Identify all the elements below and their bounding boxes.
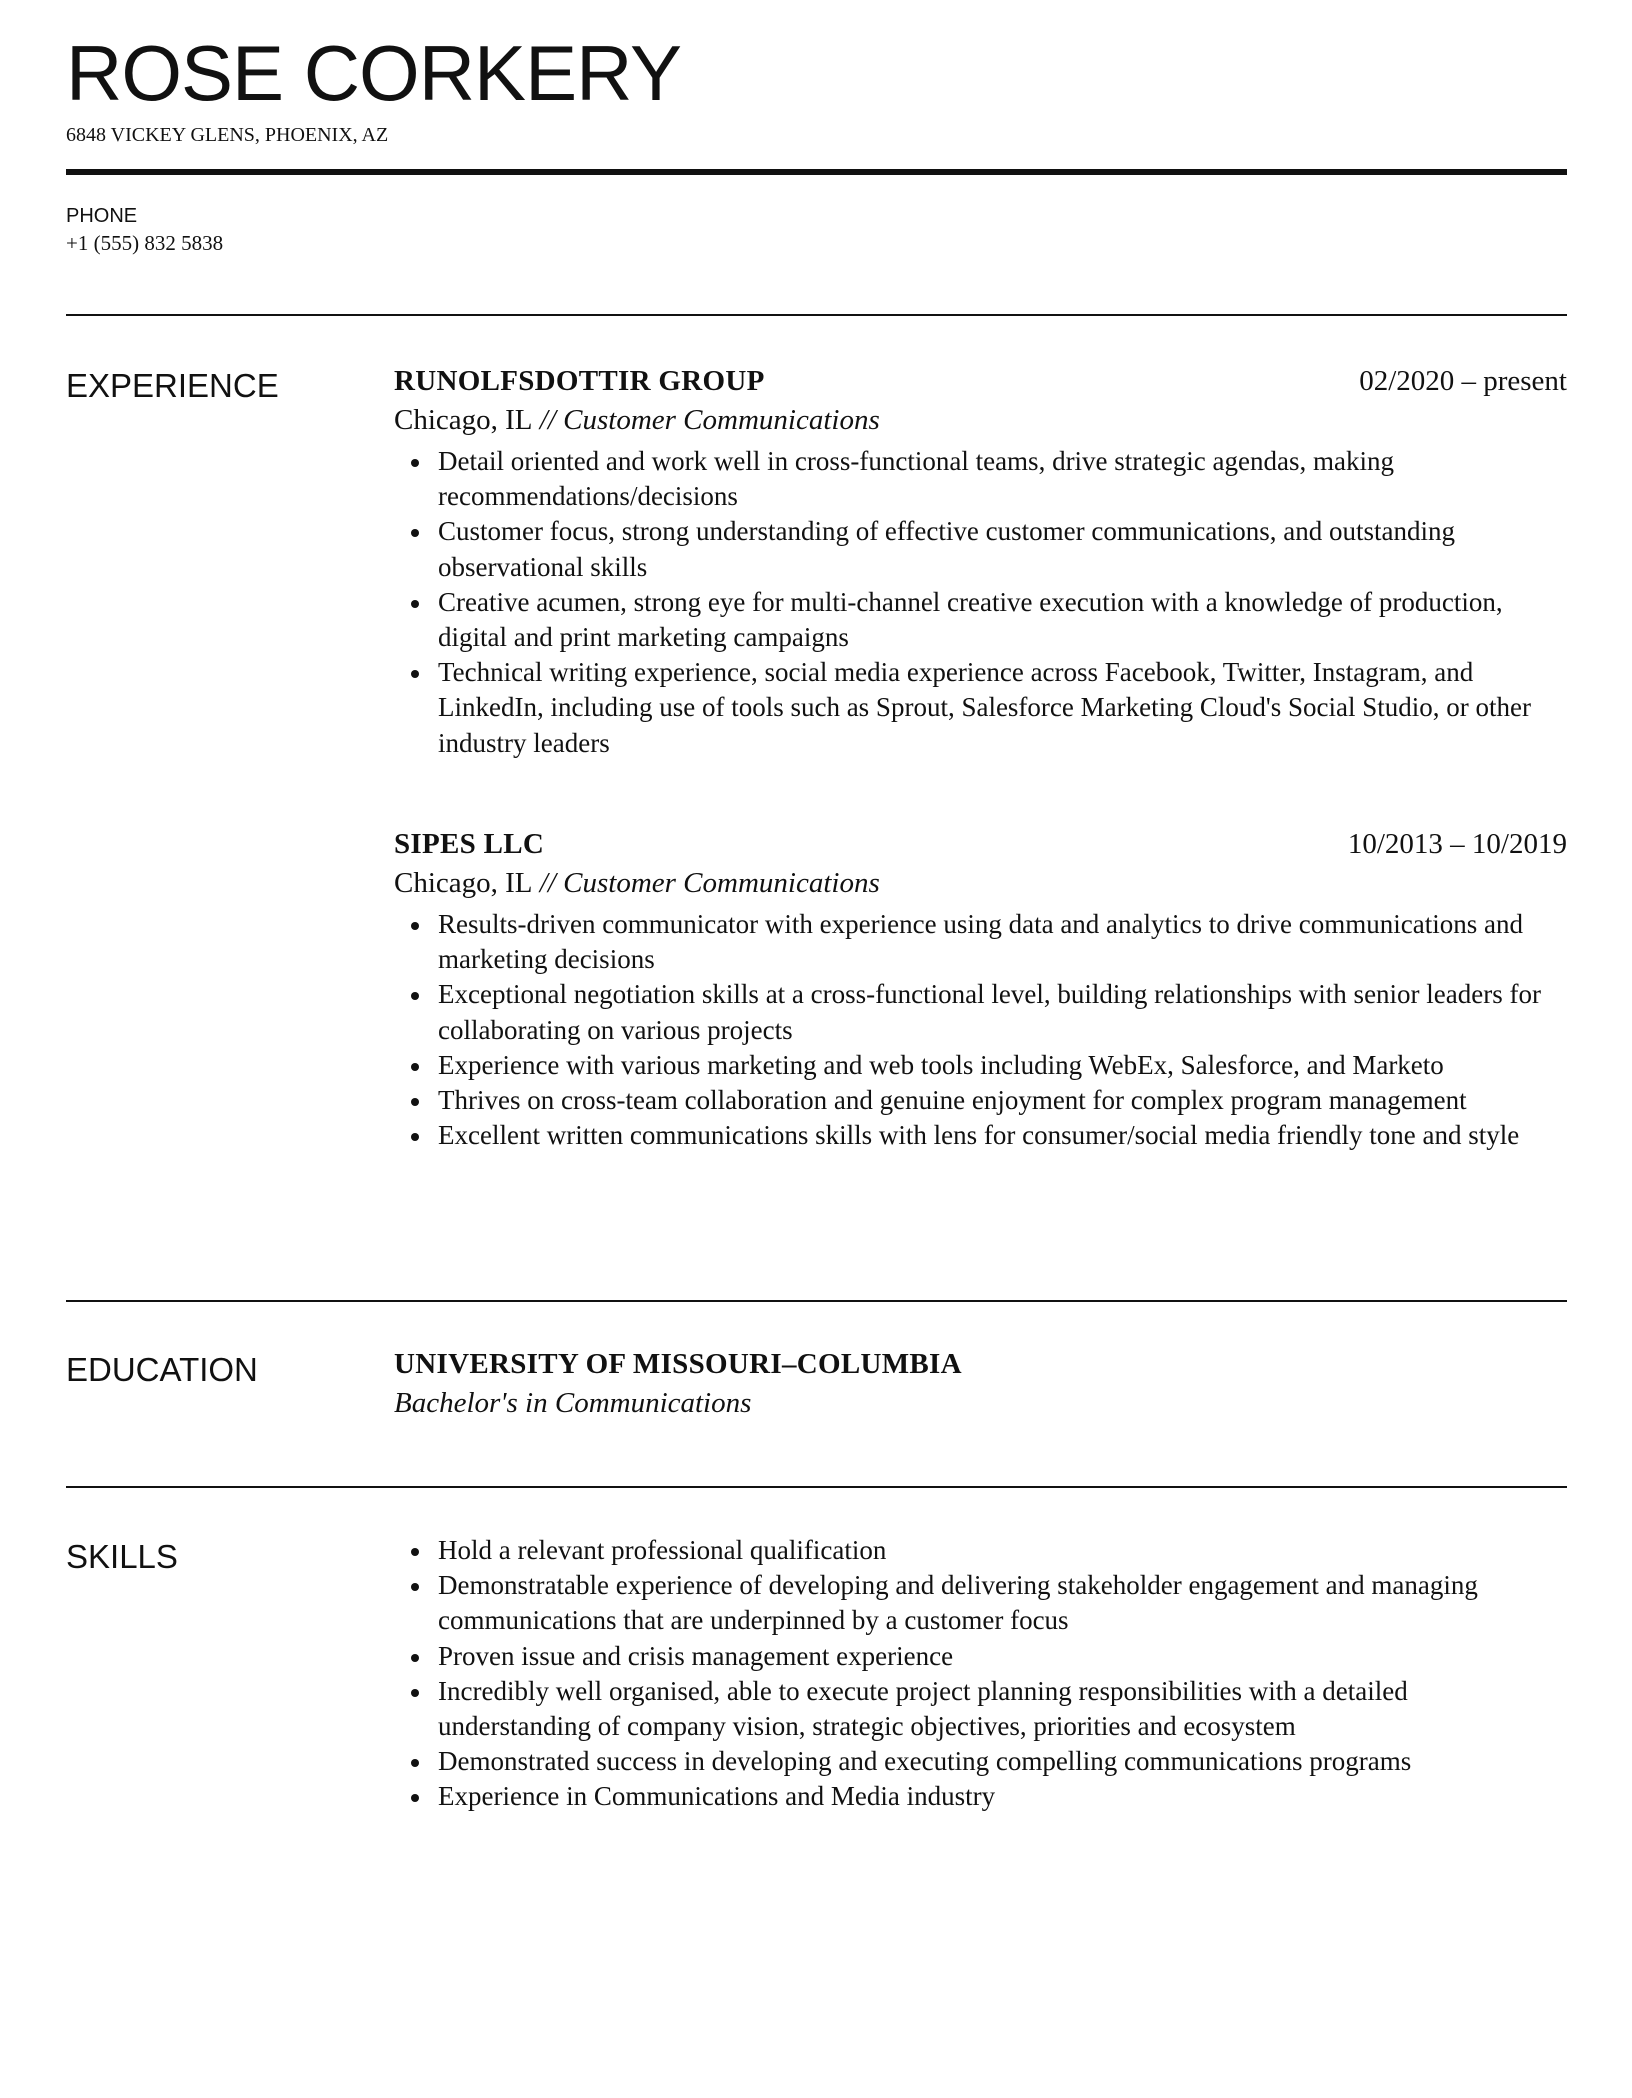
list-item: Proven issue and crisis management experience	[438, 1639, 1567, 1674]
job-entry	[394, 362, 1567, 761]
phone-number: +1 (555) 832 5838	[66, 231, 224, 255]
job-entry	[394, 825, 1567, 1153]
list-item: Hold a relevant professional qualification	[438, 1533, 1567, 1568]
education-section-title: EDUCATION	[66, 1351, 258, 1388]
list-item: Thrives on cross-team collaboration and genuine enjoyment for complex program management	[438, 1083, 1567, 1118]
job-subtitle	[394, 400, 1567, 440]
section-divider	[66, 1486, 1567, 1488]
degree	[394, 1383, 1567, 1423]
job-header	[394, 825, 1567, 863]
job-role: Customer Communications	[563, 867, 880, 899]
job-location: Chicago, IL	[394, 404, 533, 436]
job-dates: 10/2013 – 10/2019	[1347, 828, 1567, 860]
section-divider	[66, 1300, 1567, 1302]
list-item: Results-driven communicator with experience using data and analytics to drive communications and marketing decisions	[438, 907, 1567, 977]
company-name: RUNOLFSDOTTIR GROUP	[394, 365, 765, 397]
section-divider	[66, 314, 1567, 316]
list-item: Incredibly well organised, able to execute project planning responsibilities with a detailed understanding of company vision, strategic objectives, priorities and ecosystem	[438, 1674, 1567, 1744]
job-bullets	[394, 907, 1567, 1153]
job-bullets	[394, 444, 1567, 761]
job-dates: 02/2020 – present	[1359, 365, 1567, 397]
skills-section-title: SKILLS	[66, 1538, 178, 1575]
job-subtitle	[394, 863, 1567, 903]
list-item: Exceptional negotiation skills at a cross-functional level, building relationships with senior leaders for collaborating on various projects	[438, 977, 1567, 1047]
job-role: Customer Communications	[563, 404, 880, 436]
education-header	[394, 1345, 1567, 1383]
company-name: SIPES LLC	[394, 828, 545, 860]
school-name: UNIVERSITY OF MISSOURI–COLUMBIA	[394, 1348, 962, 1380]
skills-entry	[394, 1533, 1567, 1815]
list-item: Excellent written communications skills with lens for consumer/social media friendly tone and style	[438, 1118, 1567, 1153]
list-item: Detail oriented and work well in cross-functional teams, drive strategic agendas, making recommendations/decisions	[438, 444, 1567, 514]
list-item: Customer focus, strong understanding of effective customer communications, and outstanding observational skills	[438, 514, 1567, 584]
list-item: Experience with various marketing and web tools including WebEx, Salesforce, and Marketo	[438, 1048, 1567, 1083]
list-item: Demonstrated success in developing and executing compelling communications programs	[438, 1744, 1567, 1779]
contact-block	[66, 203, 223, 257]
education-entry	[394, 1345, 1567, 1423]
resume-header	[66, 28, 1566, 148]
header-divider	[66, 169, 1567, 175]
list-item: Experience in Communications and Media industry	[438, 1779, 1567, 1814]
phone-label: PHONE	[66, 205, 138, 227]
candidate-address: 6848 VICKEY GLENS, PHOENIX, AZ	[66, 124, 389, 146]
list-item: Technical writing experience, social media experience across Facebook, Twitter, Instagram, and LinkedIn, including use of tools such as Sprout, Salesforce Marketing Cloud's Social Studio, or other industry leaders	[438, 655, 1567, 761]
degree-name: Bachelor's in Communications	[394, 1387, 752, 1419]
experience-section-title: EXPERIENCE	[66, 367, 279, 404]
list-item: Demonstratable experience of developing and delivering stakeholder engagement and managing communications that are underpinned by a customer focus	[438, 1568, 1567, 1638]
candidate-name: ROSE CORKERY	[66, 29, 682, 117]
job-header	[394, 362, 1567, 400]
job-separator: //	[532, 404, 564, 436]
list-item: Creative acumen, strong eye for multi-channel creative execution with a knowledge of production, digital and print marketing campaigns	[438, 585, 1567, 655]
skills-list	[394, 1533, 1567, 1815]
job-separator: //	[532, 867, 564, 899]
job-location: Chicago, IL	[394, 867, 533, 899]
